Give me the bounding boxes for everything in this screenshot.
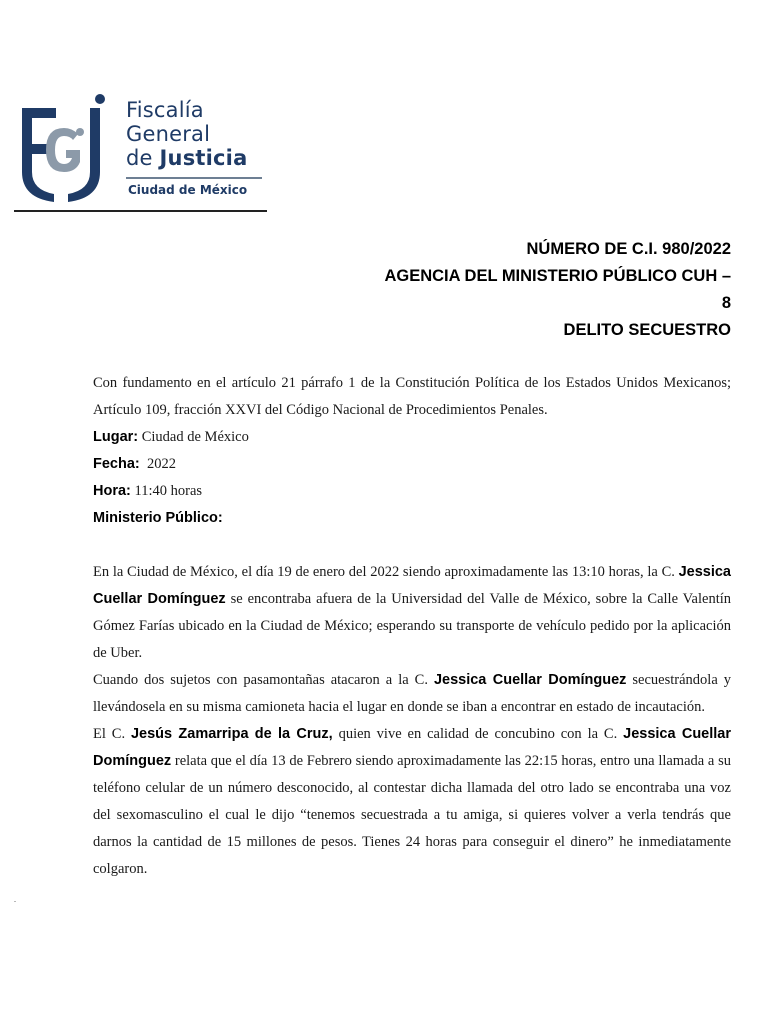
legal-basis-paragraph: Con fundamento en el artículo 21 párrafo 1 de la Constitución Política de los Estados Unidos Mexicanos; Artículo 109, fracción XXVI del Código Nacional de Procedimientos Penales. <box>93 375 731 418</box>
narrative-paragraph-1 <box>93 559 731 667</box>
victim-name: Jessica Cuellar Domínguez <box>93 726 732 769</box>
field-fecha <box>93 451 731 478</box>
lugar-value: Ciudad de México <box>138 429 249 445</box>
logo-line-general: General <box>126 122 211 146</box>
fecha-value: 2022 <box>139 456 176 472</box>
hora-label: Hora: <box>93 483 131 499</box>
victim-name: Jessica Cuellar Domínguez <box>93 564 731 607</box>
field-lugar <box>93 424 731 451</box>
case-header <box>311 236 731 344</box>
narrative-3-text-a: El C. <box>93 726 131 742</box>
fgj-logo <box>14 92 267 214</box>
agency-line: AGENCIA DEL MINISTERIO PÚBLICO CUH – <box>384 267 731 285</box>
fgj-emblem-icon <box>16 94 116 202</box>
narrative-2-text-b: secuestrándola y llevándosela en su misma camioneta hacia el lugar en donde se iban a encontrar en estado de incautación. <box>93 672 731 715</box>
narrative-1-text-b: se encontraba afuera de la Universidad del Valle de México, sobre la Calle Valentín Gómez Farías ubicado en la Ciudad de México; esperando su transporte de vehículo pedido por la aplicación de Uber. <box>93 591 732 661</box>
agency-number: 8 <box>721 294 731 312</box>
logo-line-justicia <box>126 146 262 170</box>
spacer <box>93 532 731 559</box>
field-ministerio <box>93 505 731 532</box>
ministerio-label: Ministerio Público: <box>93 510 223 526</box>
narrative-2-text-a: Cuando dos sujetos con pasamontañas atacaron a la C. <box>93 672 434 688</box>
partner-name: Jesús Zamarripa de la Cruz, <box>130 726 333 742</box>
logo-justicia-bold: Justicia <box>159 146 248 170</box>
logo-line-fiscalia: Fiscalía <box>126 98 204 122</box>
narrative-paragraph-2 <box>93 667 731 721</box>
narrative-3-text-b: quien vive en calidad de concubino con la C. <box>332 726 624 742</box>
stray-mark: . <box>14 895 16 904</box>
case-number: NÚMERO DE C.I. 980/2022 <box>526 240 731 258</box>
narrative-1-text-a: En la Ciudad de México, el día 19 de enero del 2022 siendo aproximadamente las 13:10 horas, la C. <box>93 564 679 580</box>
narrative-3-text-c: relata que el día 13 de Febrero siendo aproximadamente las 22:15 horas, entro una llamada a su teléfono celular de un número desconocido, al contestar dicha llamada del otro lado se encontraba una voz del sexomasculino el cual le dijo “tenemos secuestrada a tu amiga, si quieres volver a verla tendrás que darnos la cantidad de 15 millones de pesos. Tienes 24 horas para conseguir el dinero” he inmediatamente colgaron. <box>93 753 731 877</box>
logo-line-de: de <box>126 146 160 170</box>
logo-divider <box>126 177 262 179</box>
document-body <box>93 370 731 883</box>
logo-underline <box>14 210 267 212</box>
logo-wordmark <box>126 98 262 197</box>
field-hora <box>93 478 731 505</box>
narrative-paragraph-3 <box>93 721 731 883</box>
victim-name: Jessica Cuellar Domínguez <box>433 672 627 688</box>
logo-line-ciudad: Ciudad de México <box>128 183 248 197</box>
crime-line: DELITO SECUESTRO <box>563 321 731 339</box>
hora-value: 11:40 horas <box>130 483 203 499</box>
lugar-label: Lugar: <box>93 429 139 445</box>
fecha-label: Fecha: <box>93 456 140 472</box>
